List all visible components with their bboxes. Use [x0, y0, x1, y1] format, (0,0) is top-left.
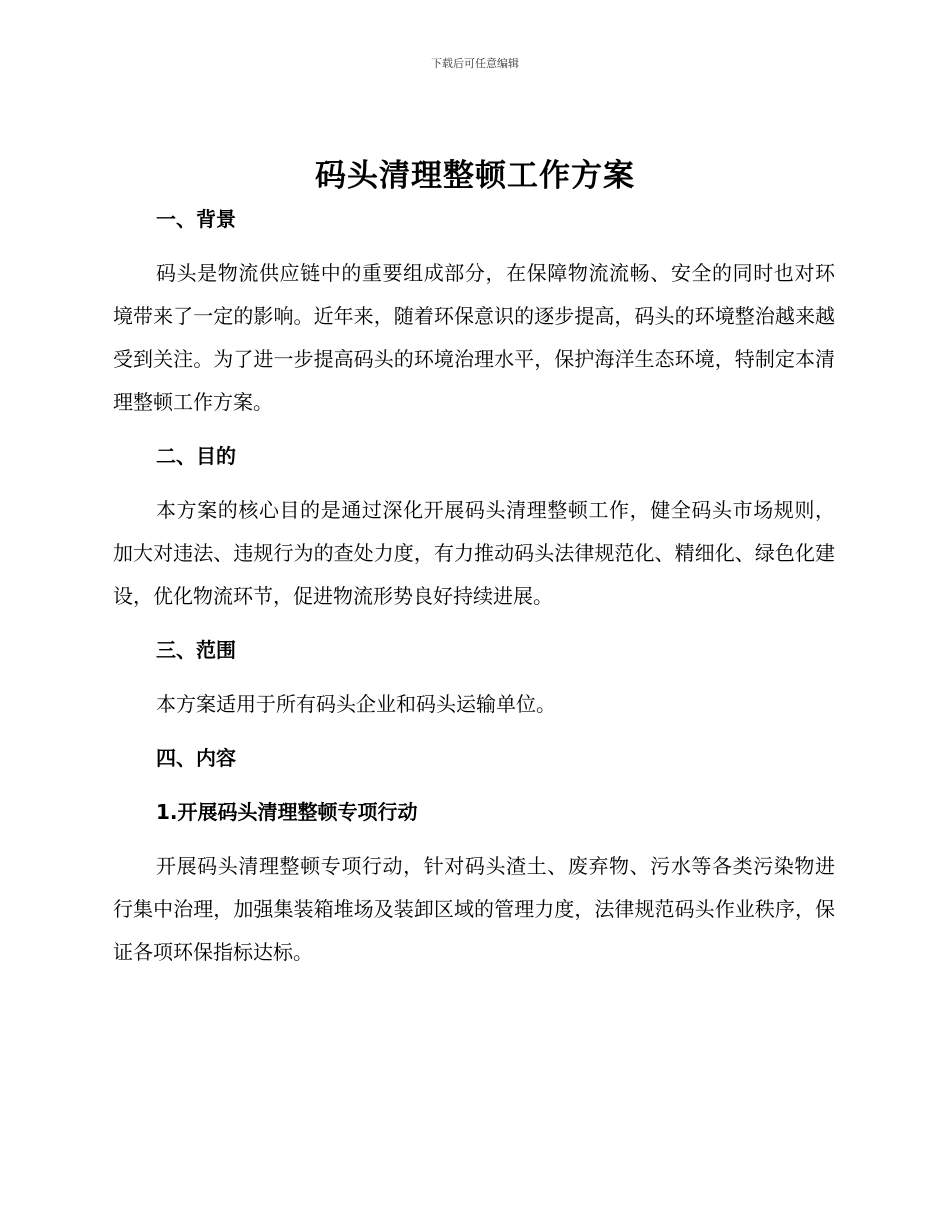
- subsection-heading: 1.开展码头清理整顿专项行动: [156, 800, 418, 824]
- subsection-paragraph: 开展码头清理整顿专项行动，针对码头渣土、废弃物、污水等各类污染物进行集中治理，加强集装箱堆场及装卸区域的管理力度，法律规范码头作业秩序，保证各项环保指标达标。: [113, 854, 835, 964]
- section-heading-scope: 三、范围: [156, 638, 236, 662]
- header-note: 下载后可任意编辑: [431, 57, 519, 70]
- section-paragraph-scope: 本方案适用于所有码头企业和码头运输单位。: [156, 692, 556, 716]
- section-heading-purpose: 二、目的: [156, 444, 236, 468]
- section-heading-background: 一、背景: [156, 207, 236, 231]
- document-body: [113, 198, 835, 974]
- section-paragraph-purpose: 本方案的核心目的是通过深化开展码头清理整顿工作，健全码头市场规则，加大对违法、违规行为的查处力度，有力推动码头法律规范化、精细化、绿色化建设，优化物流环节，促进物流形势良好持续进展。: [113, 498, 835, 608]
- section-heading-content: 四、内容: [156, 746, 236, 770]
- section-paragraph-background: 码头是物流供应链中的重要组成部分，在保障物流流畅、安全的同时也对环境带来了一定的影响。近年来，随着环保意识的逐步提高，码头的环境整治越来越受到关注。为了进一步提高码头的环境治理水平，保护海洋生态环境，特制定本清理整顿工作方案。: [113, 261, 835, 414]
- document-title: 码头清理整顿工作方案: [315, 158, 635, 194]
